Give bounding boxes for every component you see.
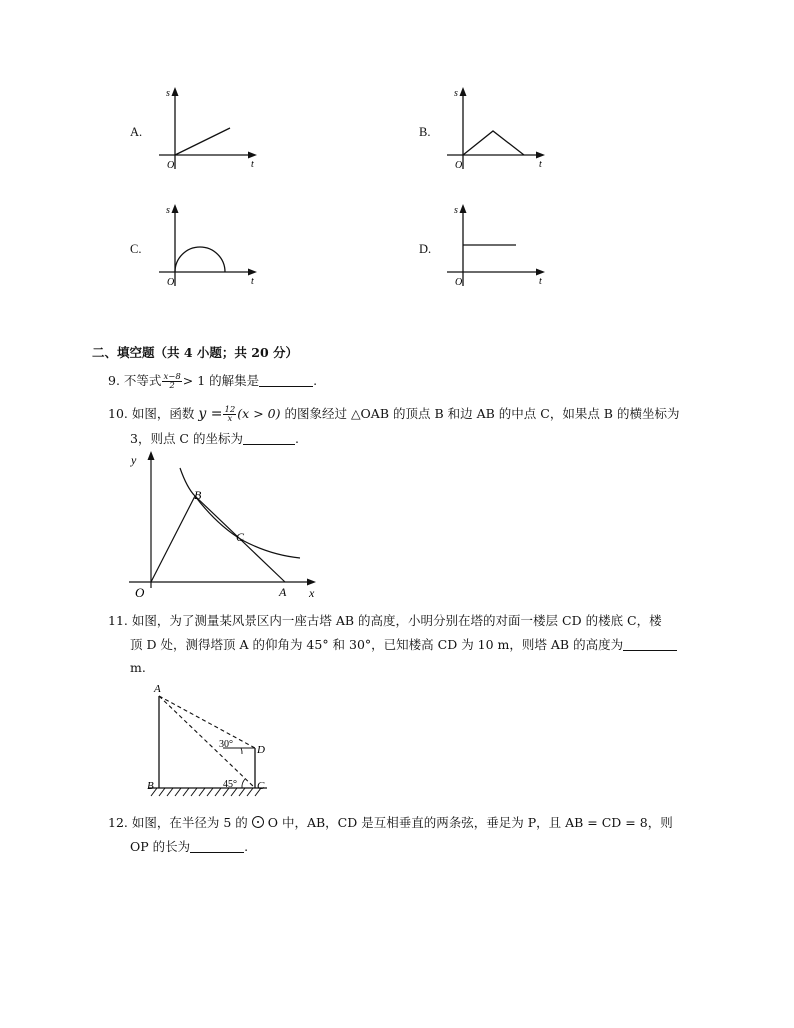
q10-y-label: y <box>131 453 137 467</box>
q10-hyperbola <box>180 468 300 558</box>
graph-option-a <box>155 85 265 175</box>
q10-answer-blank[interactable] <box>243 432 295 445</box>
q9-fraction: $\frac{x-8}{2}$ <box>163 372 181 391</box>
q10-end: . <box>294 431 299 446</box>
q10-segment-ob <box>151 496 195 582</box>
q10-figure <box>125 448 325 598</box>
q10-b-label: B <box>194 488 202 502</box>
q9-suffix: 的解集是 <box>209 373 260 388</box>
origin-label: O <box>167 160 175 171</box>
q12-answer-blank[interactable] <box>190 840 244 853</box>
q10-func: y = <box>198 406 223 422</box>
q11-figure <box>143 680 273 798</box>
q11-sight-ca <box>159 696 255 788</box>
q10-c-label: C <box>236 530 245 544</box>
graph-a-line <box>175 128 230 155</box>
option-c-label: C. <box>130 242 142 256</box>
q11-angle-45: 45° <box>223 779 237 790</box>
q10-a-label: A <box>279 585 287 598</box>
q12-text-b: O 中，AB，CD 是互相垂直的两条弦，垂足为 P，且 AB = CD = 8，则 <box>267 815 673 830</box>
q9-number: 9. <box>108 373 120 388</box>
option-b-label: B. <box>419 125 431 139</box>
q12-number: 12. <box>108 815 128 830</box>
section-heading: 二、填空题（共 4 小题；共 20 分） <box>92 345 299 360</box>
q9-end: . <box>313 373 318 388</box>
q10-number: 10. <box>108 406 128 421</box>
q11-sight-da <box>159 696 255 748</box>
circle-dot-icon <box>252 816 264 828</box>
q11-text-b: 顶 D 处，测得塔顶 A 的仰角为 45° 和 30°，已知楼高 CD 为 10 m，则塔 AB 的高度为 <box>130 637 624 652</box>
graph-option-b <box>443 85 553 175</box>
q10-text-b: 的图象经过 △OAB 的顶点 B 和边 AB 的中点 C，如果点 B 的横坐标为 <box>284 406 680 421</box>
q11-c-label: C <box>257 780 265 792</box>
question-10-line-1 <box>108 406 679 423</box>
axis-s-label: s <box>454 88 458 99</box>
axis-t-label: t <box>539 159 542 170</box>
origin-label: O <box>455 277 463 288</box>
q11-text-a: 如图，为了测量某风景区内一座古塔 AB 的高度，小明分别在塔的对面一楼层 CD 的楼底 C，楼 <box>131 613 662 628</box>
graph-c-arc <box>175 247 225 272</box>
q12-text-c: OP 的长为 <box>130 839 191 854</box>
q12-text-a: 如图，在半径为 5 的 <box>131 815 248 830</box>
axis-t-label: t <box>251 159 254 170</box>
q10-fraction: $\frac{12}{x}$ <box>224 405 236 424</box>
q11-b-label: B <box>147 780 154 792</box>
origin-label: O <box>455 160 463 171</box>
graph-option-c <box>155 202 265 292</box>
question-11-line-2 <box>130 637 677 653</box>
origin-label: O <box>167 277 175 288</box>
question-9 <box>108 373 317 390</box>
q11-number: 11. <box>108 613 128 628</box>
q10-x-label: x <box>309 586 315 598</box>
graph-option-d <box>443 202 553 292</box>
axis-s-label: s <box>166 88 170 99</box>
option-a-label: A. <box>130 125 143 139</box>
axis-t-label: t <box>539 276 542 287</box>
q11-answer-blank[interactable] <box>623 638 677 651</box>
question-12-line-2 <box>130 839 248 855</box>
q11-angle-30: 30° <box>219 739 233 750</box>
axis-s-label: s <box>454 205 458 216</box>
axis-t-label: t <box>251 276 254 287</box>
q12-end: . <box>244 839 249 854</box>
q9-relation: > 1 <box>182 373 206 388</box>
axis-s-label: s <box>166 205 170 216</box>
q11-unit: m. <box>130 660 146 675</box>
question-11-line-1 <box>108 613 662 629</box>
q11-d-label: D <box>257 744 265 756</box>
question-12-line-1 <box>108 815 673 831</box>
q10-text-a: 如图，函数 <box>131 406 195 421</box>
graph-b-line <box>463 131 524 155</box>
q11-a-label: A <box>154 683 161 695</box>
option-d-label: D. <box>419 242 432 256</box>
q10-domain: (x > 0) <box>237 406 281 421</box>
q9-answer-blank[interactable] <box>259 374 313 387</box>
question-10-line-2 <box>130 431 299 447</box>
q9-prefix: 不等式 <box>123 373 162 388</box>
q10-text-c: 3，则点 C 的坐标为 <box>130 431 243 446</box>
q10-origin-label: O <box>135 585 145 598</box>
